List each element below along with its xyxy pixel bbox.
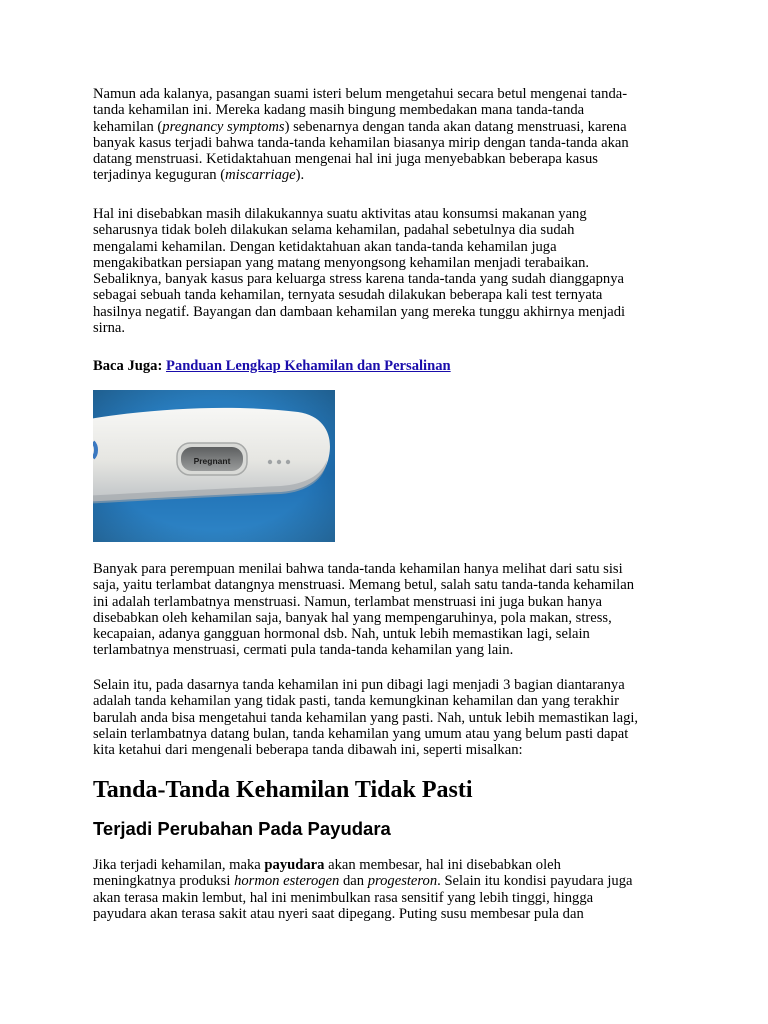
test-result-label: Pregnant <box>193 456 231 466</box>
text-line: kita ketahui dari mengenali beberapa tanda dibawah ini, seperti misalkan: <box>93 742 523 759</box>
paragraph-menstruation <box>93 561 683 659</box>
text-line: meningkatnya produksi hormon esterogen dan progesteron. Selain itu kondisi payudara juga <box>93 873 633 890</box>
text-line: seharusnya tidak boleh dilakukan selama kehamilan, padahal sebetulnya dia sudah <box>93 222 575 239</box>
paragraph-intro <box>93 86 683 184</box>
paragraph-reason <box>93 206 683 336</box>
text-line: hasilnya negatif. Bayangan dan dambaan kehamilan yang mereka tunggu akhirnya menjadi <box>93 303 626 320</box>
text-line: ini adalah terlambatnya menstruasi. Namun, terlambat menstruasi ini juga bukan hanya <box>93 593 603 610</box>
text-line: sebagai sebuah tanda kehamilan, ternyata sesudah dilakukan beberapa kali test ternyata <box>93 287 603 304</box>
pregnancy-test-image <box>93 390 335 542</box>
italic-term: miscarriage <box>225 167 296 184</box>
italic-term: hormon esterogen <box>234 873 340 890</box>
bold-term: payudara <box>264 857 325 873</box>
text-line: selain terlambatnya datang bulan, tanda kehamilan yang umum atau yang belum pasti dapat <box>93 725 629 742</box>
text-line: tanda kehamilan ini. Mereka kadang masih bingung membedakan mana tanda-tanda <box>93 102 585 119</box>
text-line: saja, yaitu terlambat datangnya menstruasi. Memang betul, salah satu tanda-tanda kehamilan <box>93 577 635 594</box>
text-line: akan terasa makin lembut, hal ini menimbulkan rasa sensitif yang lebih tinggi, hingga <box>93 889 594 906</box>
section-heading: Tanda-Tanda Kehamilan Tidak Pasti <box>93 777 473 803</box>
paragraph-breast <box>93 857 683 922</box>
text-line: terlambatnya menstruasi, cermati pula tanda-tanda kehamilan yang lain. <box>93 642 514 659</box>
read-also-link[interactable]: Panduan Lengkap Kehamilan dan Persalinan <box>165 358 451 374</box>
text-line: disebabkan oleh kehamilan saja, banyak hal yang mempengaruhinya, pola makan, stress, <box>93 609 612 626</box>
pregnancy-test-photo <box>93 390 335 542</box>
text-line: barulah anda bisa mengetahui tanda kehamilan yang pasti. Nah, untuk lebih memastikan lagi, <box>93 709 639 726</box>
text-line: Sebaliknya, banyak kasus para keluarga stress karena tanda-tanda yang sudah dianggapnya <box>93 271 624 288</box>
text-line: datang menstruasi. Ketidaktahuan mengenai hal ini juga menyebabkan beberapa kasus <box>93 151 598 168</box>
text-line: mengakibatkan persiapan yang matang menyongsong kehamilan menjadi terabaikan. <box>93 254 590 271</box>
italic-term: progesteron <box>367 873 438 890</box>
read-also-label: Baca Juga: <box>93 358 163 374</box>
subsection-heading: Terjadi Perubahan Pada Payudara <box>93 818 391 839</box>
text-line: kehamilan (pregnancy symptoms) sebenarnya dengan tanda akan datang menstruasi, karena <box>93 118 627 135</box>
paragraph-categories <box>93 677 683 758</box>
text-line: payudara akan terasa sakit atau nyeri saat dipegang. Puting susu membesar pula dan <box>93 905 584 922</box>
text-line: Banyak para perempuan menilai bahwa tanda-tanda kehamilan hanya melihat dari satu sisi <box>93 561 623 577</box>
text-line: Selain itu, pada dasarnya tanda kehamilan ini pun dibagi lagi menjadi 3 bagian diantaranya <box>93 677 625 693</box>
text-line: adalah tanda kehamilan yang tidak pasti, tanda kemungkinan kehamilan dan yang terakhir <box>93 693 620 710</box>
text-line: mengalami kehamilan. Dengan ketidaktahuan akan tanda-tanda kehamilan juga <box>93 238 557 255</box>
text-line: sirna. <box>93 320 126 337</box>
italic-term: pregnancy symptoms <box>162 118 285 135</box>
text-line: Hal ini disebabkan masih dilakukannya suatu aktivitas atau konsumsi makanan yang <box>93 206 587 222</box>
text-line: Namun ada kalanya, pasangan suami isteri belum mengetahui secara betul mengenai tanda- <box>93 86 628 102</box>
read-also <box>93 358 451 374</box>
text-line: banyak kasus terjadi bahwa tanda-tanda kehamilan biasanya mirip dengan tanda-tanda akan <box>93 134 629 151</box>
text-line: Jika terjadi kehamilan, maka payudara akan membesar, hal ini disebabkan oleh <box>93 857 561 873</box>
text-line: kecapaian, adanya gangguan hormonal dsb. Nah, untuk lebih memastikan lagi, selain <box>93 626 590 643</box>
text-line: terjadinya keguguran (miscarriage). <box>93 167 305 184</box>
